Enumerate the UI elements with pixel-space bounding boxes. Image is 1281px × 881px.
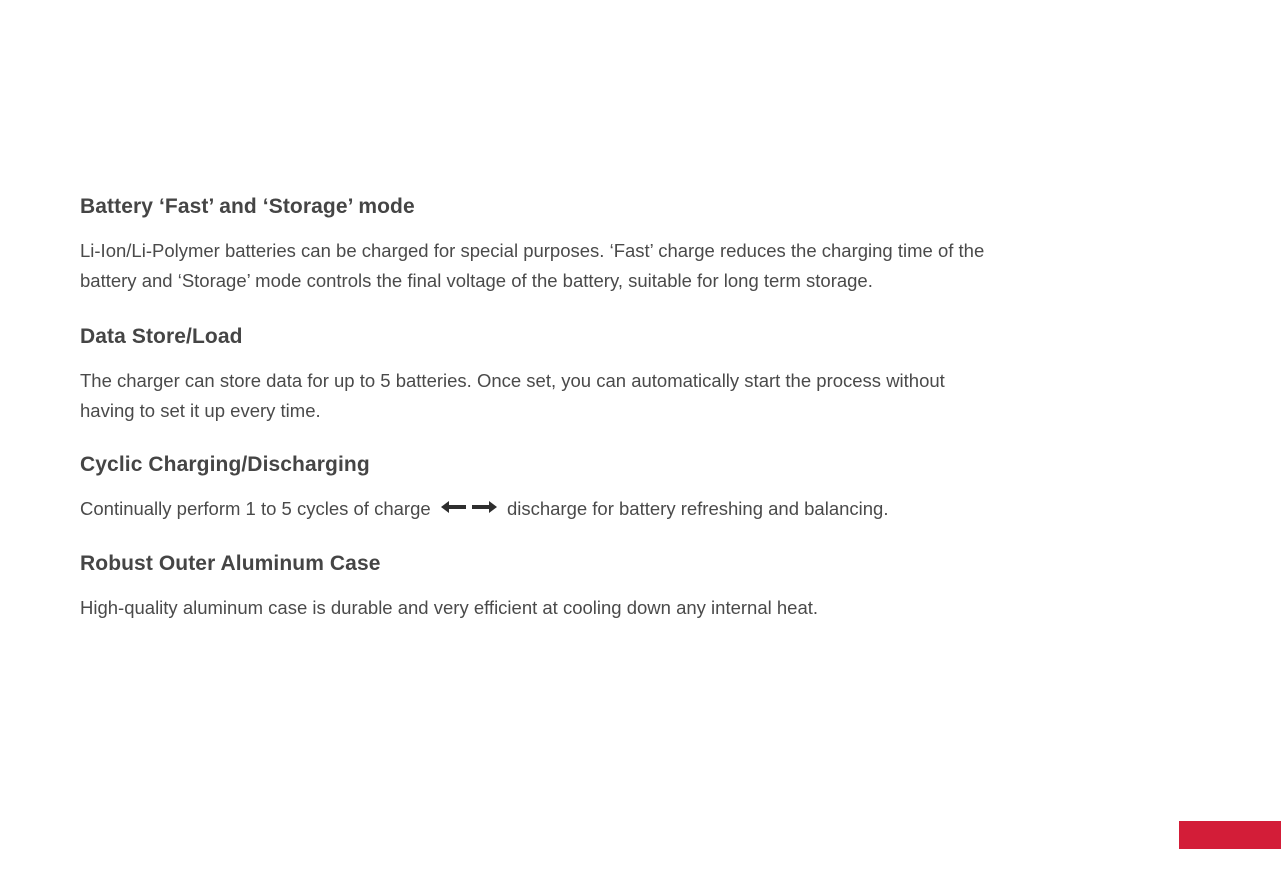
section-body [80, 494, 1240, 525]
section-fast-storage-mode [80, 194, 1240, 296]
section-title: Cyclic Charging/Discharging [80, 453, 370, 476]
page-corner-tab [1179, 821, 1281, 849]
section-body [80, 236, 1240, 296]
body-text-after: discharge for battery refreshing and balancing. [506, 498, 889, 519]
body-line: The charger can store data for up to 5 batteries. Once set, you can automatically start the process without [80, 370, 945, 391]
left-right-arrows-icon [440, 494, 498, 524]
body-line: having to set it up every time. [80, 400, 321, 421]
feature-list [80, 194, 1240, 623]
section-body [80, 593, 1240, 623]
section-title: Data Store/Load [80, 325, 243, 348]
body-line: battery and ‘Storage’ mode controls the final voltage of the battery, suitable for long term storage. [80, 270, 873, 291]
section-data-store-load [80, 324, 1240, 426]
body-text-before: Continually perform 1 to 5 cycles of charge [80, 498, 431, 519]
section-cyclic-charging [80, 452, 1240, 525]
section-title: Battery ‘Fast’ and ‘Storage’ mode [80, 195, 415, 218]
section-aluminum-case [80, 551, 1240, 623]
section-title: Robust Outer Aluminum Case [80, 552, 381, 576]
section-body [80, 366, 1240, 426]
body-line: Li-Ion/Li-Polymer batteries can be charged for special purposes. ‘Fast’ charge reduces the charging time of the [80, 240, 985, 261]
body-line: High-quality aluminum case is durable and very efficient at cooling down any internal heat. [80, 597, 819, 619]
